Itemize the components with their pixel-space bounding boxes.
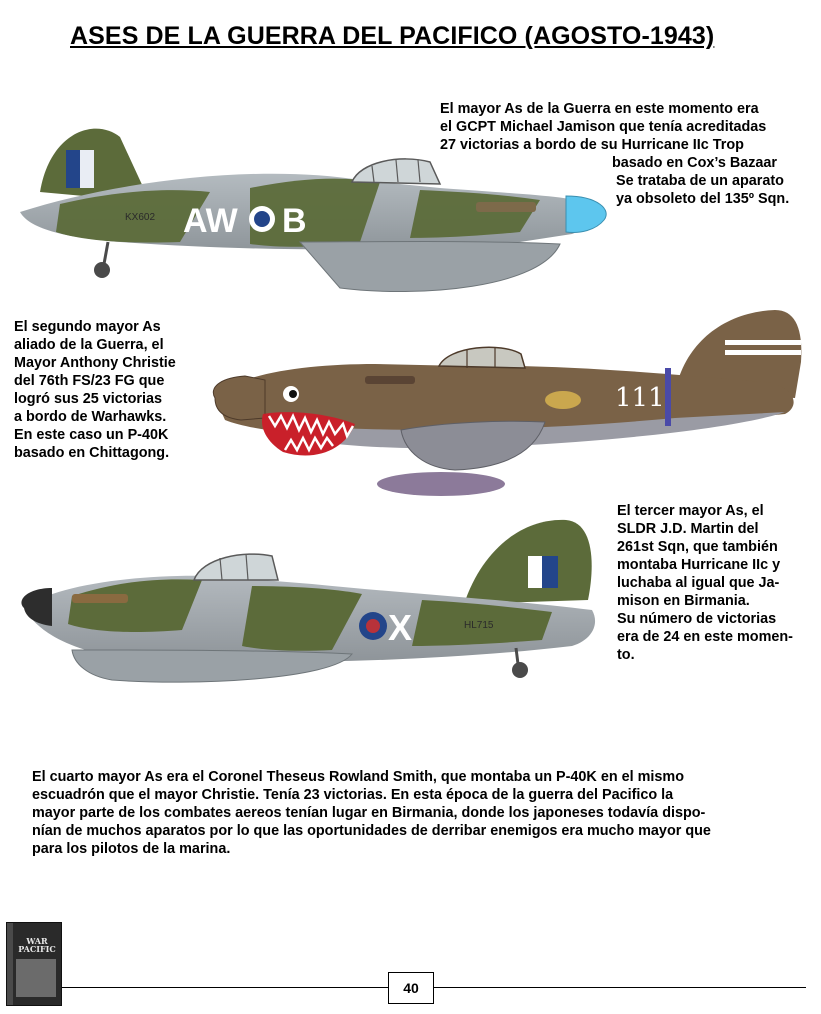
text-line: luchaba al igual que Ja-	[617, 575, 780, 591]
text-line: El tercer mayor As, el	[617, 503, 764, 519]
text-line: a bordo de Warhawks.	[14, 409, 167, 425]
nose-art	[545, 391, 581, 409]
text-line: para los pilotos de la marina.	[32, 841, 231, 857]
text-line: era de 24 en este momen-	[617, 629, 793, 645]
wing	[401, 421, 545, 470]
text-line: El mayor As de la Guerra en este momento era	[440, 101, 759, 117]
text-line: En este caso un P-40K	[14, 427, 169, 443]
code-right: B	[282, 202, 307, 240]
dvd-title-line: WAR	[26, 936, 48, 946]
page-number: 40	[388, 972, 434, 1004]
dvd-title	[15, 937, 59, 953]
text-line: to.	[617, 647, 635, 663]
exhausts	[476, 202, 536, 212]
text-line: logró sus 25 victorias	[14, 391, 162, 407]
wing	[72, 650, 352, 682]
drop-tank	[377, 472, 505, 496]
text-line: mayor parte de los combates aereos tenían lugar en Birmania, donde los japoneses todavía dispo-	[32, 805, 706, 821]
page-title: ASES DE LA GUERRA DEL PACIFICO (AGOSTO-1943)	[70, 22, 715, 50]
text-line: nían de muchos aparatos por lo que las oportunidades de derribar enemigos era mucho mayor que	[32, 823, 711, 839]
footer-rule	[62, 987, 806, 988]
exhausts	[72, 594, 128, 603]
fuselage-band	[665, 368, 671, 426]
dvd-art	[16, 959, 56, 997]
serial: HL715	[464, 620, 494, 631]
spinner	[22, 588, 52, 626]
text-line: del 76th FS/23 FG que	[14, 373, 165, 389]
wing	[300, 242, 560, 292]
text-line: Su número de victorias	[617, 611, 777, 627]
hurricane-x-illustration	[12, 500, 604, 690]
tailwheel	[512, 662, 528, 678]
text-line: aliado de la Guerra, el	[14, 337, 164, 353]
aircraft-number: 111	[615, 383, 665, 413]
hurricane-aw-b-illustration	[0, 92, 612, 304]
text-line: 27 victorias a bordo de su Hurricane IIc Trop	[440, 137, 744, 153]
text-line: 261st Sqn, que también	[617, 539, 778, 555]
spinner	[213, 376, 265, 420]
text-line: mison en Birmania.	[617, 593, 750, 609]
code-left: AW	[183, 202, 238, 240]
tail-fin	[464, 520, 592, 604]
tailwheel	[94, 262, 110, 278]
text-line: basado en Chittagong.	[14, 445, 170, 461]
text-line: el GCPT Michael Jamison que tenía acreditadas	[440, 119, 767, 135]
dvd-title-line: PACIFIC	[18, 944, 56, 954]
text-line: El cuarto mayor As era el Coronel Theseus Rowland Smith, que montaba un P-40K en el mismo	[32, 769, 684, 785]
text-line: escuadrón que el mayor Christie. Tenía 23 victorias. En esta época de la guerra del Pacifico la	[32, 787, 674, 803]
text-line: SLDR J.D. Martin del	[617, 521, 759, 537]
text-line: Se trataba de un aparato	[616, 173, 784, 189]
canopy	[194, 554, 278, 580]
p40k-warhawk-illustration	[205, 302, 805, 502]
text-line: basado en Cox’s Bazaar	[612, 155, 778, 171]
serial: KX602	[125, 212, 156, 223]
code-letter: X	[388, 607, 413, 648]
dvd-spine	[7, 923, 13, 1005]
text-line: El segundo mayor As	[14, 319, 161, 335]
canopy	[439, 347, 525, 368]
dvd-cover-thumbnail	[6, 922, 62, 1006]
text-line: montaba Hurricane IIc y	[617, 557, 781, 573]
spinner	[566, 196, 606, 233]
text-line: Mayor Anthony Christie	[14, 355, 176, 371]
text-line: ya obsoleto del 135º Sqn.	[616, 191, 790, 207]
